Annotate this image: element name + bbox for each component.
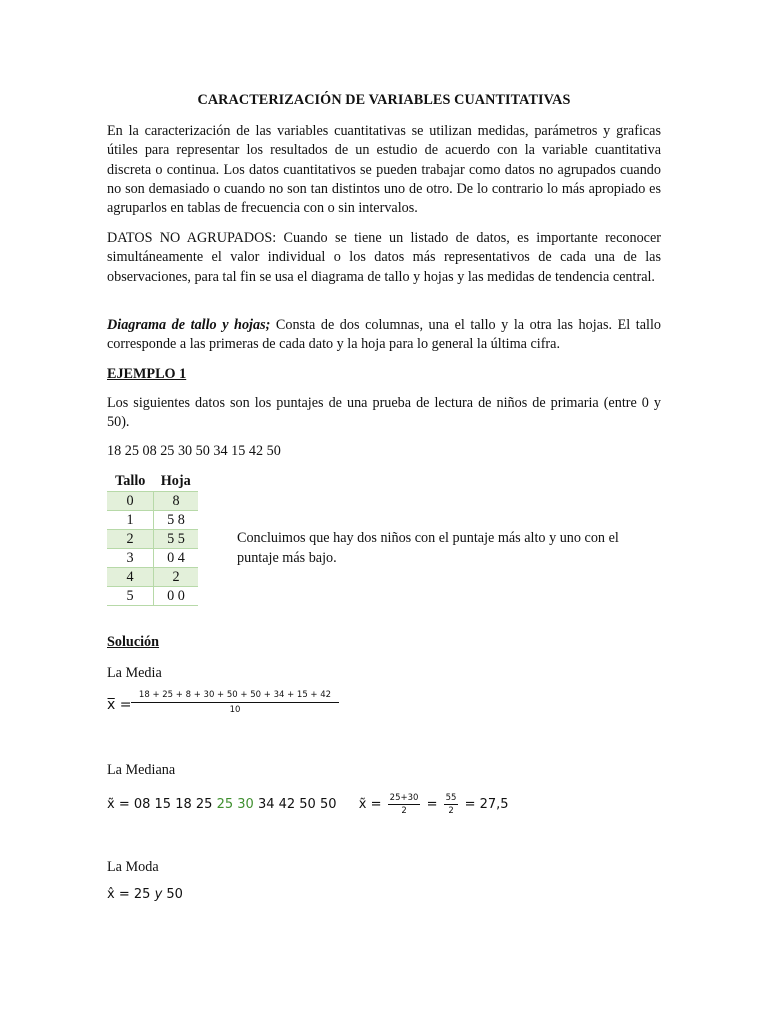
header-tallo: Tallo <box>115 473 146 489</box>
table-row <box>107 511 198 530</box>
tallo-cell: 0 <box>107 492 154 511</box>
mediana-frac2-num: 55 <box>445 793 457 803</box>
media-lhs: x̅ = <box>107 697 132 713</box>
stem-leaf-table <box>107 472 198 606</box>
tallo-cell: 5 <box>107 587 154 606</box>
media-numerator: 18 + 25 + 8 + 30 + 50 + 50 + 34 + 15 + 42 <box>131 690 339 703</box>
mediana-sorted-before: 08 15 18 25 <box>133 797 213 812</box>
diagrama-term: Diagrama de tallo y hojas; <box>107 317 271 333</box>
tallo-cell: 4 <box>107 568 154 587</box>
media-label: La Media <box>107 665 162 681</box>
moda-y: y <box>154 887 163 902</box>
mediana-eq: = <box>426 797 438 812</box>
hoja-cell: 0 0 <box>154 587 199 606</box>
media-fraction <box>131 690 339 715</box>
mediana-frac1-num: 25+30 <box>389 793 419 803</box>
page-title: CARACTERIZACIÓN DE VARIABLES CUANTITATIVAS <box>197 92 571 108</box>
intro-paragraph: En la caracterización de las variables cuantitativas se utilizan medidas, parámetros y graficas útiles para representar los resultados de un estudio de acuerdo con la variable cuantitativa discreta o continua. Los datos cuantitativos se pueden trabajar como datos no agrupados cuando no son demasiado o cuando no son tan distintos uno de otro. De lo contrario lo más apropiado es agruparlos en tablas de frecuencia con o sin intervalos. <box>107 123 661 217</box>
moda-formula <box>107 887 183 902</box>
datos-no-agrupados-paragraph: DATOS NO AGRUPADOS: Cuando se tiene un listado de datos, es importante reconocer simultáneamente el valor individual o los datos más representativos de cada una de las observaciones, para tal fin se usa el diagrama de tallo y hojas y las medidas de tendencia central. <box>107 230 661 285</box>
mediana-lhs: x̃ = <box>107 797 130 812</box>
example-data-line: 18 25 08 25 30 50 34 15 42 50 <box>107 443 281 459</box>
mediana-label: La Mediana <box>107 762 176 778</box>
hoja-cell: 0 4 <box>154 549 199 568</box>
diagrama-text: Consta de dos columnas, una el tallo y la otra las hojas. El tallo corresponde a las primeras de cada dato y la hoja para lo general la última cifra. <box>107 317 661 353</box>
header-hoja: Hoja <box>160 473 191 489</box>
tallo-cell: 3 <box>107 549 154 568</box>
moda-last: 50 <box>166 887 183 902</box>
table-row <box>107 568 198 587</box>
example-description: Los siguientes datos son los puntajes de una prueba de lectura de niños de primaria (entre 0 y 50). <box>107 395 661 431</box>
mediana-frac1-den: 2 <box>401 806 407 816</box>
table-row <box>107 587 198 606</box>
mediana-fraction-1 <box>388 793 421 816</box>
mediana-frac2-den: 2 <box>448 806 454 816</box>
mediana-formula <box>107 793 509 816</box>
hoja-cell: 8 <box>154 492 199 511</box>
mediana-lhs2: x̃ = <box>358 797 382 812</box>
mediana-sorted-after: 34 42 50 50 <box>257 797 337 812</box>
conclusion-text: Concluimos que hay dos niños con el puntaje más alto y uno con el puntaje más bajo. <box>237 530 619 566</box>
hoja-cell: 2 <box>154 568 199 587</box>
hoja-cell: 5 8 <box>154 511 199 530</box>
moda-eq: = 25 <box>118 887 151 902</box>
moda-label: La Moda <box>107 859 159 875</box>
moda-lhs: x̂ <box>107 887 115 902</box>
example-heading: EJEMPLO 1 <box>107 366 187 382</box>
mediana-sorted-highlight: 25 30 <box>216 797 254 812</box>
table-row <box>107 549 198 568</box>
tallo-cell: 1 <box>107 511 154 530</box>
tallo-cell: 2 <box>107 530 154 549</box>
hoja-cell: 5 5 <box>154 530 199 549</box>
table-row <box>107 530 198 549</box>
solution-heading: Solución <box>107 634 160 650</box>
table-header-row <box>107 472 198 492</box>
table-row <box>107 492 198 511</box>
diagrama-paragraph <box>107 316 661 355</box>
mediana-fraction-2 <box>444 793 459 816</box>
media-denominator: 10 <box>229 705 241 715</box>
mediana-result: = 27,5 <box>464 797 509 812</box>
